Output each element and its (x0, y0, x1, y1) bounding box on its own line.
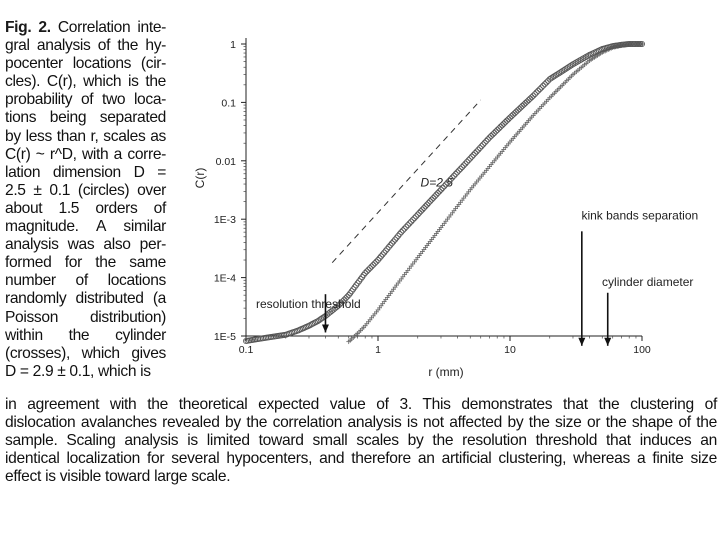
figure-label: Fig. 2. (5, 19, 51, 36)
x-tick-label: 10 (504, 344, 516, 356)
circle-point (518, 105, 523, 110)
correlation-integral-figure (180, 18, 720, 393)
x-axis-title: r (mm) (428, 365, 464, 379)
circle-point (512, 111, 517, 116)
caption-line: by less than r, scales as (5, 127, 166, 145)
caption-line: lation dimension D = (5, 163, 166, 181)
annotation-label: kink bands separation (581, 208, 699, 223)
x-tick-label: 1 (375, 344, 381, 356)
annotation-arrowhead (604, 338, 611, 346)
x-tick-label: 0.1 (238, 344, 254, 356)
caption-line: sample. Scaling analysis is limited toward small scales by the resolution threshold that induces an (5, 432, 717, 450)
annotation-label: cylinder diameter (602, 274, 694, 289)
caption-line: about 1.5 orders of (5, 199, 166, 217)
caption-line: pocenter locations (cir- (5, 55, 166, 73)
caption-line: number of locations (5, 272, 166, 290)
circle-point (510, 112, 515, 117)
caption-line: tions being separated (5, 109, 166, 127)
caption-line: probability of two loca- (5, 91, 166, 109)
caption-line: effect is visible toward large scale. (5, 468, 231, 486)
fit-line-group (332, 100, 480, 263)
circle-point (528, 96, 533, 101)
fit-line (332, 100, 480, 263)
caption-line: formed for the same (5, 254, 166, 272)
caption-line: in agreement with the theoretical expected value of 3. This demonstrates that the clustering of (5, 396, 717, 413)
y-tick-label: 0.01 (215, 155, 236, 168)
circle-point (521, 102, 526, 107)
annotation-label: resolution threshold (256, 296, 361, 311)
x-tick-label: 100 (633, 344, 651, 356)
circle-point (524, 99, 529, 104)
circle-point (517, 106, 522, 111)
caption-line-text: Correlation inte- (50, 19, 166, 36)
figure-caption-bottom (5, 396, 717, 486)
caption-line: analysis was also per- (5, 236, 166, 254)
circle-point (515, 108, 520, 113)
caption-line: C(r) ~ r^D, with a corre- (5, 145, 166, 163)
caption-line: (crosses), which gives (5, 344, 166, 362)
annotation-arrowhead (322, 324, 329, 332)
caption-line: dislocation avalanches revealed by the correlation analysis is not affected by the size or the shape of the (5, 414, 717, 432)
correlation-integral-chart (180, 18, 720, 393)
y-axis-title: C(r) (193, 167, 207, 189)
caption-line: identical localization for several hypocenters, and therefore an artificial clustering, whereas a finite size (5, 450, 717, 468)
caption-line: D = 2.9 ± 0.1, which is (5, 362, 151, 380)
caption-line: within the cylinder (5, 326, 166, 344)
caption-line: magnitude. A similar (5, 218, 166, 236)
circle-point (529, 95, 534, 100)
circle-point (523, 100, 528, 105)
circle-point (509, 114, 514, 119)
y-tick-label: 0.1 (221, 97, 236, 110)
circle-point (526, 98, 531, 103)
caption-line: Poisson distribution) (5, 308, 166, 326)
caption-line (5, 19, 166, 37)
crosses-series (346, 42, 644, 344)
annotations-group (256, 208, 698, 345)
caption-line: gral analysis of the hy- (5, 37, 166, 55)
annotation-arrowhead (578, 338, 585, 346)
caption-line: cles). C(r), which is the (5, 73, 166, 91)
figure-caption-side (5, 19, 166, 381)
fit-line-label: D=2.5 (420, 175, 453, 190)
caption-line: randomly distributed (a (5, 290, 166, 308)
circle-point (520, 103, 525, 108)
y-tick-label: 1 (230, 39, 236, 51)
caption-line: 2.5 ± 0.1 (circles) over (5, 181, 166, 199)
y-tick-label: 1E-3 (213, 214, 236, 227)
circle-point (514, 109, 519, 114)
y-tick-label: 1E-4 (213, 272, 236, 285)
y-tick-label: 1E-5 (213, 331, 236, 343)
